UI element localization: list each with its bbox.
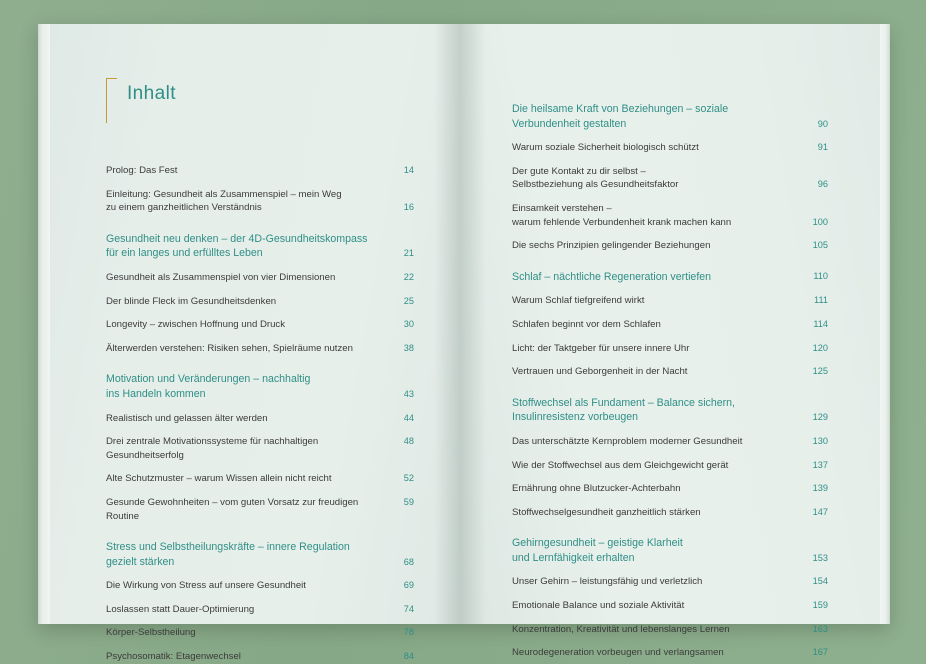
toc-entry-page-number: 139 [812,483,828,494]
toc-entry-page-number: 100 [812,216,828,227]
toc-entry-page-number: 30 [403,319,414,330]
toc-entry[interactable] [512,141,828,155]
toc-entry-page-number: 59 [403,496,414,507]
book-edge-right [880,24,890,624]
toc-entry-label: Ernährung ohne Blutzucker-Achterbahn [512,483,681,495]
toc-entry[interactable] [512,294,828,308]
toc-entry[interactable] [512,202,828,229]
toc-entry-page-number: 153 [812,552,828,563]
toc-entry-page-number: 129 [812,412,828,423]
toc-entry-label: Gehirngesundheit – geistige Klarheit und Lernfähigkeit erhalten [512,537,683,564]
toc-entry[interactable] [512,459,828,473]
toc-entry-label: Älterwerden verstehen: Risiken sehen, Spielräume nutzen [106,342,353,354]
toc-entry-label: Schlaf – nächtliche Regeneration vertiefen [512,270,712,283]
toc-entry-page-number: 22 [403,271,414,282]
toc-entry-page-number: 96 [817,179,828,190]
toc-entry-label: Warum Schlaf tiefgreifend wirkt [512,295,645,307]
toc-entry-page-number: 111 [814,295,828,306]
toc-entry[interactable] [512,239,828,253]
toc-entry-page-number: 78 [403,627,414,638]
toc-entry-label: Einsamkeit verstehen – warum fehlende Verbundenheit krank machen kann [512,202,732,228]
toc-entry-page-number: 91 [817,142,828,153]
toc-right-column [512,102,828,660]
toc-entry-page-number: 14 [403,165,414,175]
toc-entry-page-number: 137 [812,459,828,470]
left-page [50,24,460,663]
open-book [38,24,890,663]
toc-entry-page-number: 38 [403,342,414,353]
toc-section-heading[interactable] [106,540,414,569]
toc-entry-page-number: 74 [403,603,414,614]
book-edge-left [38,24,50,624]
toc-entry[interactable] [106,342,414,356]
toc-entry-label: Stoffwechselgesundheit ganzheitlich stärken [512,506,701,518]
toc-entry-page-number: 48 [403,436,414,447]
toc-section-heading[interactable] [512,270,828,285]
toc-entry-label: Körper-Selbstheilung [106,627,196,639]
toc-entry[interactable] [512,165,828,192]
toc-section-heading[interactable] [106,232,414,261]
toc-entry-page-number: 90 [817,118,828,129]
toc-entry[interactable] [512,365,828,379]
toc-entry-label: Die sechs Prinzipien gelingender Beziehungen [512,240,711,252]
toc-entry[interactable] [106,295,414,309]
toc-entry-page-number: 167 [812,647,828,658]
toc-entry-page-number: 68 [403,556,414,567]
toc-entry-page-number: 130 [812,435,828,446]
toc-entry-label: Der blinde Fleck im Gesundheitsdenken [106,295,277,307]
toc-entry-label: Motivation und Veränderungen – nachhaltig ins Handeln kommen [106,373,311,400]
toc-entry-page-number: 120 [812,342,828,353]
toc-entry[interactable] [512,482,828,496]
toc-entry-label: Neurodegeneration vorbeugen und verlangsamen [512,647,724,659]
toc-entry-label: Psychosomatik: Etagenwechsel [106,651,241,663]
toc-entry-label: Loslassen statt Dauer-Optimierung [106,603,255,615]
toc-section-heading[interactable] [106,372,414,401]
toc-entry-label: Die Wirkung von Stress auf unsere Gesundheit [106,580,306,592]
toc-entry-page-number: 125 [812,366,828,377]
toc-entry[interactable] [106,472,414,486]
toc-entry-page-number: 163 [812,623,828,634]
toc-entry-label: Drei zentrale Motivationssysteme für nachhaltigen Gesundheitserfolg [106,436,319,461]
toc-entry-label: Realistisch und gelassen älter werden [106,412,268,424]
toc-entry-page-number: 159 [812,600,828,611]
toc-entry-label: Vertrauen und Geborgenheit in der Nacht [512,366,688,378]
toc-entry[interactable] [512,342,828,356]
toc-entry-label: Wie der Stoffwechsel aus dem Gleichgewicht gerät [512,459,729,471]
toc-entry-label: Longevity – zwischen Hoffnung und Druck [106,319,286,331]
toc-section-heading[interactable] [512,396,828,425]
toc-entry-label: Das unterschätzte Kernproblem moderner Gesundheit [512,435,743,447]
toc-entry-label: Licht: der Taktgeber für unsere innere Uhr [512,342,690,354]
toc-entry-label: Die heilsame Kraft von Beziehungen – soziale Verbundenheit gestalten [512,103,729,130]
toc-entry-label: Gesunde Gewohnheiten – vom guten Vorsatz zur freudigen Routine [106,496,359,522]
toc-entry-label: Prolog: Das Fest [106,165,178,176]
toc-entry-label: Unser Gehirn – leistungsfähig und verletzlich [512,576,703,588]
toc-entry-label: Der gute Kontakt zu dir selbst – Selbstbeziehung als Gesundheitsfaktor [512,165,679,191]
toc-entry-label: Konzentration, Kreativität und lebenslanges Lernen [512,623,730,635]
toc-entry[interactable] [512,575,828,589]
toc-entry[interactable] [512,506,828,520]
toc-entry[interactable] [106,271,414,285]
toc-entry[interactable] [512,623,828,637]
toc-entry[interactable] [106,579,414,593]
toc-entry-page-number: 52 [403,473,414,484]
toc-entry-label: Einleitung: Gesundheit als Zusammenspiel – mein Weg zu einem ganzheitlichen Verständnis [106,188,342,214]
toc-entry-label: Emotionale Balance und soziale Aktivität [512,600,685,612]
toc-entry-page-number: 43 [403,388,414,399]
toc-entry-page-number: 44 [403,412,414,423]
toc-entry[interactable] [106,164,414,178]
toc-entry-label: Gesundheit als Zusammenspiel von vier Dimensionen [106,271,336,283]
right-page [460,24,880,659]
toc-entry-label: Stoffwechsel als Fundament – Balance sichern, Insulinresistenz vorbeugen [512,396,735,424]
toc-entry[interactable] [106,650,414,664]
title-text: Inhalt [127,83,176,104]
page-title [106,76,176,123]
toc-entry-page-number: 154 [812,576,828,587]
toc-entry-label: Gesundheit neu denken – der 4D-Gesundheitskompass für ein langes und erfülltes Leben [106,232,368,260]
toc-entry[interactable] [106,496,414,523]
toc-entry-page-number: 114 [813,318,828,329]
toc-entry-page-number: 69 [403,580,414,591]
toc-entry-label: Warum soziale Sicherheit biologisch schützt [512,142,699,154]
toc-entry-page-number: 110 [813,270,828,281]
toc-entry-page-number: 21 [403,248,414,259]
toc-entry[interactable] [512,599,828,613]
toc-entry[interactable] [106,603,414,617]
toc-entry-page-number: 25 [403,295,414,306]
toc-entry[interactable] [512,646,828,660]
toc-left-column [106,164,414,664]
toc-entry[interactable] [512,318,828,332]
toc-entry[interactable] [106,412,414,426]
toc-section-heading[interactable] [512,102,828,131]
toc-entry-page-number: 105 [812,240,828,251]
toc-entry[interactable] [106,188,414,215]
toc-entry[interactable] [512,435,828,449]
toc-entry-page-number: 16 [403,202,414,213]
toc-entry[interactable] [106,626,414,640]
toc-entry-label: Schlafen beginnt vor dem Schlafen [512,318,661,330]
toc-entry-page-number: 147 [812,506,828,517]
toc-entry[interactable] [106,435,414,462]
title-bracket-decoration [106,78,117,123]
toc-entry[interactable] [106,318,414,332]
toc-entry-page-number: 84 [403,651,414,662]
toc-entry-label: Alte Schutzmuster – warum Wissen allein nicht reicht [106,473,332,485]
toc-entry-label: Stress und Selbstheilungskräfte – innere Regulation gezielt stärken [106,541,350,568]
toc-section-heading[interactable] [512,536,828,565]
